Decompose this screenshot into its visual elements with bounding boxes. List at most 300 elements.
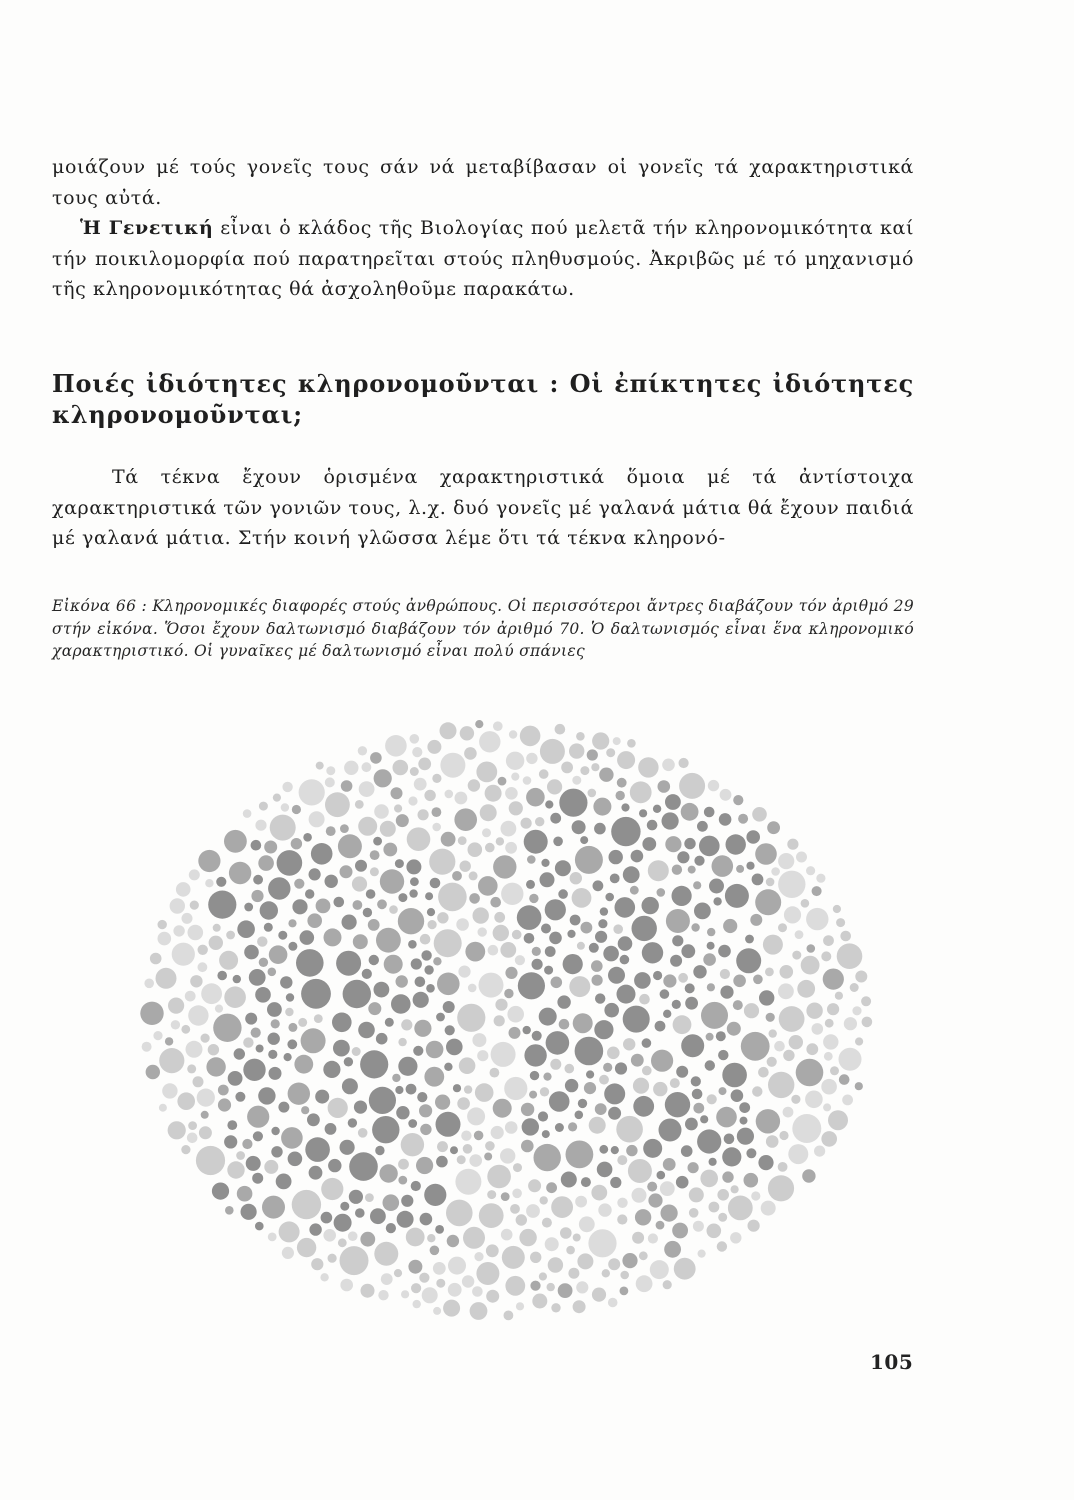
plate-dot <box>727 1022 741 1036</box>
plate-dot <box>534 1144 561 1171</box>
plate-dot <box>201 1034 210 1043</box>
plate-dot <box>691 1076 701 1086</box>
plate-dot <box>237 920 255 938</box>
plate-dot <box>168 1121 186 1139</box>
plate-dot <box>340 824 349 833</box>
plate-dot <box>724 1134 735 1145</box>
plate-dot <box>604 1083 625 1104</box>
plate-dot <box>325 792 350 817</box>
plate-dot <box>627 739 636 748</box>
plate-dot <box>626 1145 637 1156</box>
plate-dot <box>237 1186 253 1202</box>
plate-dot <box>340 1279 353 1292</box>
plate-dot <box>616 1116 643 1143</box>
plate-dot <box>144 979 154 989</box>
body-text <box>52 462 914 554</box>
plate-dot <box>662 812 679 829</box>
plate-dot <box>279 1221 300 1242</box>
plate-dot <box>358 1022 375 1039</box>
plate-dot <box>570 872 582 884</box>
plate-dot <box>701 1002 728 1029</box>
plate-dot <box>374 1242 398 1266</box>
plate-dot <box>455 1169 481 1195</box>
plate-dot <box>411 1283 421 1293</box>
plate-dot <box>599 768 613 782</box>
plate-dot <box>342 915 357 930</box>
plate-dot <box>251 890 263 902</box>
plate-dot <box>755 889 781 915</box>
plate-dot <box>419 1104 432 1117</box>
plate-dot <box>623 1038 635 1050</box>
plate-dot <box>673 1015 692 1034</box>
plate-dot <box>440 722 457 739</box>
plate-dot <box>267 1002 282 1017</box>
plate-dot <box>511 773 519 781</box>
plate-dot <box>733 975 746 988</box>
plate-dot <box>478 876 498 896</box>
plate-dot <box>527 855 536 864</box>
plate-dot <box>360 1050 388 1078</box>
plate-dot <box>688 866 696 874</box>
plate-dot <box>457 1155 466 1164</box>
plate-dot <box>617 985 636 1004</box>
plate-dot <box>529 1091 537 1099</box>
plate-dot <box>578 1099 587 1108</box>
plate-dot <box>316 762 324 770</box>
plate-dot <box>378 1290 388 1300</box>
plate-dot <box>577 1253 593 1269</box>
plate-dot <box>532 1294 547 1309</box>
plate-dot <box>271 1127 279 1135</box>
plate-dot <box>417 1092 427 1102</box>
plate-dot <box>410 767 419 776</box>
plate-dot <box>719 1087 727 1095</box>
plate-dot <box>227 1120 237 1130</box>
plate-dot <box>812 1023 824 1035</box>
plate-dot <box>707 1094 717 1104</box>
plate-dot <box>547 779 562 794</box>
plate-dot <box>172 943 195 966</box>
plate-dot <box>395 1086 403 1094</box>
plate-dot <box>420 934 431 945</box>
plate-dot <box>605 893 614 902</box>
plate-dot <box>340 1246 369 1275</box>
plate-dot <box>632 1188 647 1203</box>
plate-dot <box>297 1238 316 1257</box>
plate-dot <box>833 905 841 913</box>
plate-dot <box>292 1190 321 1219</box>
plate-dot <box>452 871 462 881</box>
plate-dot <box>689 1187 704 1202</box>
plate-dot <box>229 862 251 884</box>
plate-dot <box>774 1041 785 1052</box>
plate-dot <box>450 1146 458 1154</box>
plate-dot <box>545 800 553 808</box>
plate-dot <box>544 966 553 975</box>
plate-dot <box>730 1232 741 1243</box>
plate-dot <box>657 888 666 897</box>
plate-dot <box>739 1102 750 1113</box>
plate-dot <box>679 758 689 768</box>
plate-dot <box>383 1194 400 1211</box>
plate-dot <box>824 1052 833 1061</box>
plate-dot <box>672 865 682 875</box>
plate-dot <box>807 944 816 953</box>
plate-dot <box>549 932 562 945</box>
plate-dot <box>603 946 619 962</box>
plate-dot <box>426 984 435 993</box>
plate-dot <box>504 1077 527 1100</box>
plate-dot <box>758 1067 769 1078</box>
plate-dot <box>253 875 263 885</box>
plate-dot <box>420 1124 431 1135</box>
plate-dot <box>542 1130 550 1138</box>
plate-dot <box>369 1087 396 1114</box>
plate-dot <box>476 762 497 783</box>
plate-dot <box>672 1000 681 1009</box>
plate-dot <box>465 942 485 962</box>
plate-dot <box>432 774 441 783</box>
plate-dot <box>570 915 581 926</box>
plate-dot <box>426 1041 444 1059</box>
plate-dot <box>751 1191 760 1200</box>
plate-dot <box>806 866 815 875</box>
plate-dot <box>610 1177 621 1188</box>
plate-dot <box>453 1084 461 1092</box>
plate-dot <box>546 1031 570 1055</box>
plate-dot <box>681 1034 704 1057</box>
plate-dot <box>603 1063 612 1072</box>
intro-paragraph-2-text: εἶναι ὁ κλάδος τῆς Βιολογίας πού μελετᾶ τήν κληρονομικότητα καί τήν ποικιλομορφία πού παρατηρεῖται στούς πληθυσμούς. Ἀκριβῶς μέ τό μηχανισμό τῆς κληρονομικότητας θά ἀσχοληθοῦμε παρακάτω. <box>52 217 914 300</box>
plate-dot <box>325 777 335 787</box>
plate-dot <box>674 1258 696 1280</box>
plate-dot <box>519 1229 536 1246</box>
plate-dot <box>700 1115 708 1123</box>
plate-dot <box>806 908 828 930</box>
plate-dot <box>535 817 544 826</box>
plate-dot <box>530 1071 539 1080</box>
plate-dot <box>502 1246 525 1269</box>
plate-dot <box>398 893 407 902</box>
plate-dot <box>446 1039 463 1056</box>
plate-dot <box>432 823 441 832</box>
plate-dot <box>639 1251 648 1260</box>
plate-dot <box>766 1013 775 1022</box>
plate-dot <box>516 1214 527 1225</box>
plate-dot <box>784 906 801 923</box>
plate-dot <box>549 1091 570 1112</box>
plate-dot <box>655 1021 666 1032</box>
plate-dot <box>245 1013 257 1025</box>
plate-dot <box>480 804 497 821</box>
plate-dot <box>219 951 238 970</box>
plate-dot <box>416 1157 433 1174</box>
plate-dot <box>589 1117 606 1134</box>
plate-dot <box>561 1172 577 1188</box>
plate-dot <box>555 724 566 735</box>
plate-dot <box>493 721 503 731</box>
plate-dot <box>255 1222 264 1231</box>
plate-dot <box>512 930 522 940</box>
plate-dot <box>823 969 844 990</box>
plate-dot <box>740 1117 748 1125</box>
plate-dot <box>498 777 507 786</box>
plate-dot <box>368 919 380 931</box>
plate-dot <box>707 942 715 950</box>
plate-dot <box>458 836 467 845</box>
plate-dot <box>286 993 294 1001</box>
plate-dot <box>224 1135 237 1148</box>
plate-dot <box>410 734 420 744</box>
plate-dot <box>663 1158 676 1171</box>
plate-dot <box>555 1123 564 1132</box>
plate-dot <box>264 923 273 932</box>
plate-dot <box>693 965 706 978</box>
plate-dot <box>369 955 379 965</box>
plate-dot <box>486 1244 499 1257</box>
plate-dot <box>372 1116 399 1143</box>
plate-dot <box>406 859 421 874</box>
plate-dot <box>268 1233 277 1242</box>
plate-dot <box>385 735 407 757</box>
plate-dot <box>828 1110 848 1130</box>
plate-dot <box>377 899 387 909</box>
plate-dot <box>352 1047 361 1056</box>
plate-dot <box>837 943 863 969</box>
plate-dot <box>469 893 480 904</box>
plate-dot <box>576 1281 588 1293</box>
plate-dot <box>158 920 167 929</box>
plate-dot <box>258 855 274 871</box>
plate-dot <box>396 975 408 987</box>
plate-dot <box>479 1203 504 1228</box>
plate-dot <box>572 776 581 785</box>
plate-dot <box>670 1078 680 1088</box>
plate-dot <box>196 1146 225 1175</box>
plate-dot <box>713 897 721 905</box>
body-paragraph: Τά τέκνα ἔχουν ὁρισμένα χαρακτηριστικά ὅμοια μέ τά ἀντίστοιχα χαρακτηριστικά τῶν γονιῶν τους, λ.χ. δυό γονεῖς μέ γαλανά μάτια θά ἔχουν παιδιά μέ γαλανά μάτια. Στήν κοινή γλῶσσα λέμε ὅτι τά τέκνα κληρονό- <box>52 466 914 549</box>
plate-dot <box>273 794 281 802</box>
plate-dot <box>575 846 603 874</box>
plate-dot <box>518 972 545 999</box>
plate-dot <box>326 766 335 775</box>
plate-dot <box>338 1238 347 1247</box>
plate-dot <box>540 872 555 887</box>
plate-dot <box>638 757 658 777</box>
plate-dot <box>188 1121 197 1130</box>
plate-dot <box>608 1107 621 1120</box>
plate-dot <box>294 1055 313 1074</box>
plate-dot <box>628 1159 652 1183</box>
plate-dot <box>722 1147 741 1166</box>
plate-dot <box>268 877 290 899</box>
plate-dot <box>539 1272 547 1280</box>
plate-dot <box>591 960 603 972</box>
plate-dot <box>501 883 523 905</box>
plate-dot <box>201 983 222 1004</box>
plate-dot <box>501 821 517 837</box>
plate-dot <box>188 925 204 941</box>
plate-dot <box>529 894 538 903</box>
plate-dot <box>336 951 361 976</box>
plate-dot <box>706 1033 714 1041</box>
plate-dot <box>705 1060 715 1070</box>
plate-dot <box>413 1046 423 1056</box>
plate-dot <box>685 983 695 993</box>
plate-dot <box>398 908 424 934</box>
plate-dot <box>566 1141 594 1169</box>
plate-dot <box>768 1072 794 1098</box>
plate-dot <box>566 1246 575 1255</box>
plate-dot <box>446 1200 473 1227</box>
plate-dot <box>598 919 607 928</box>
plate-dot <box>532 1031 542 1041</box>
plate-dot <box>475 720 483 728</box>
plate-dot <box>493 855 516 878</box>
plate-dot <box>672 935 683 946</box>
plate-dot <box>539 769 549 779</box>
plate-dot <box>268 968 277 977</box>
plate-dot <box>485 1141 495 1151</box>
plate-dot <box>575 1111 584 1120</box>
plate-dot <box>520 726 541 747</box>
plate-dot <box>366 889 376 899</box>
plate-dot <box>271 1019 280 1028</box>
plate-dot <box>474 1252 483 1261</box>
plate-dot <box>509 730 517 738</box>
plate-dot <box>681 1145 693 1157</box>
plate-dot <box>270 815 296 841</box>
plate-dot <box>208 891 236 919</box>
plate-dot <box>573 1300 586 1313</box>
plate-dot <box>244 903 253 912</box>
plate-dot <box>391 787 403 799</box>
plate-dot <box>835 992 843 1000</box>
plate-dot <box>218 1098 231 1111</box>
plate-dot <box>528 1179 541 1192</box>
plate-dot <box>515 955 525 965</box>
plate-dot <box>506 752 524 770</box>
plate-dot <box>678 973 688 983</box>
plate-dot <box>358 746 367 755</box>
plate-dot <box>598 1203 611 1216</box>
plate-dot <box>201 1111 209 1119</box>
plate-dot <box>540 739 565 764</box>
figure-caption: Εἰκόνα 66 : Κληρονομικές διαφορές στούς ἀνθρώπους. Οἱ περισσότεροι ἄντρες διαβάζουν τόν ἀριθμό 29 στήν εἰκόνα. Ὅσοι ἔχουν δαλτωνισμό διαβάζουν τόν ἀριθμό 70. Ὁ δαλτωνισμός εἶναι ἕνα κληρονομικό χαρακτηριστικό. Οἱ γυναῖκες μέ δαλτωνισμό εἶναι πολύ σπάνιες <box>52 597 914 660</box>
plate-dot <box>855 971 867 983</box>
plate-dot <box>665 1092 690 1117</box>
plate-dot <box>736 948 761 973</box>
plate-dot <box>494 1015 505 1026</box>
plate-dot <box>340 1202 349 1211</box>
plate-dot <box>291 838 302 849</box>
plate-dot <box>468 779 480 791</box>
plate-dot <box>512 1189 522 1199</box>
plate-dot <box>657 1171 666 1180</box>
plate-dot <box>631 850 644 863</box>
plate-dot <box>328 1254 337 1263</box>
plate-dot <box>610 874 620 884</box>
plate-dot <box>490 897 501 908</box>
plate-dot <box>288 1083 310 1105</box>
plate-dot <box>422 1287 438 1303</box>
plate-dot <box>392 1074 400 1082</box>
plate-dot <box>463 1227 485 1249</box>
plate-dot <box>469 871 478 880</box>
plate-dot <box>593 798 611 816</box>
plate-dot <box>814 1146 825 1157</box>
plate-dot <box>278 1102 289 1113</box>
plate-dot <box>379 1164 397 1182</box>
plate-dot <box>545 899 566 920</box>
plate-dot <box>555 860 571 876</box>
plate-dot <box>796 852 807 863</box>
plate-dot <box>484 1153 492 1161</box>
plate-dot <box>801 899 810 908</box>
plate-dot <box>694 903 711 920</box>
plate-dot <box>224 986 246 1008</box>
plate-dot <box>448 1257 466 1275</box>
plate-dot <box>516 1302 524 1310</box>
plate-dot <box>821 951 831 961</box>
plate-dot <box>639 809 647 817</box>
plate-dot <box>577 942 585 950</box>
plate-dot <box>733 1000 743 1010</box>
plate-dot <box>653 971 662 980</box>
color-blindness-test-plate <box>130 715 880 1325</box>
plate-dot <box>401 1290 409 1298</box>
plate-dot <box>193 1076 204 1087</box>
plate-dot <box>447 1235 459 1247</box>
plate-dot <box>389 905 398 914</box>
plate-dot <box>435 1095 450 1110</box>
plate-dot <box>540 1196 548 1204</box>
plate-dot <box>475 1083 494 1102</box>
plate-dot <box>604 1003 619 1018</box>
plate-dot <box>234 1048 245 1059</box>
plate-dot <box>493 1099 512 1118</box>
plate-dot <box>546 1182 557 1193</box>
plate-dot <box>288 919 296 927</box>
plate-dot <box>199 1126 212 1139</box>
plate-dot <box>359 781 375 797</box>
plate-dot <box>485 843 495 853</box>
plate-dot <box>243 809 252 818</box>
plate-dot <box>592 975 603 986</box>
plate-dot <box>264 1160 278 1174</box>
plate-dot <box>741 1032 770 1061</box>
plate-dot <box>296 949 324 977</box>
plate-dot <box>443 1001 455 1013</box>
plate-dot <box>433 957 441 965</box>
plate-dot <box>709 1158 717 1166</box>
plate-dot <box>363 908 372 917</box>
plate-dot <box>398 1159 409 1170</box>
plate-dot <box>861 996 871 1006</box>
plate-dot <box>558 889 568 899</box>
plate-dot <box>287 1039 297 1049</box>
plate-dot <box>725 884 749 908</box>
plate-dot <box>383 843 397 857</box>
plate-dot <box>324 928 342 946</box>
plate-dot <box>500 942 516 958</box>
plate-dot <box>656 1221 665 1230</box>
plate-dot <box>269 1067 282 1080</box>
plate-dot <box>213 1014 241 1042</box>
plate-dot <box>788 1144 808 1164</box>
plate-dot <box>648 1193 662 1207</box>
plate-dot <box>429 849 455 875</box>
